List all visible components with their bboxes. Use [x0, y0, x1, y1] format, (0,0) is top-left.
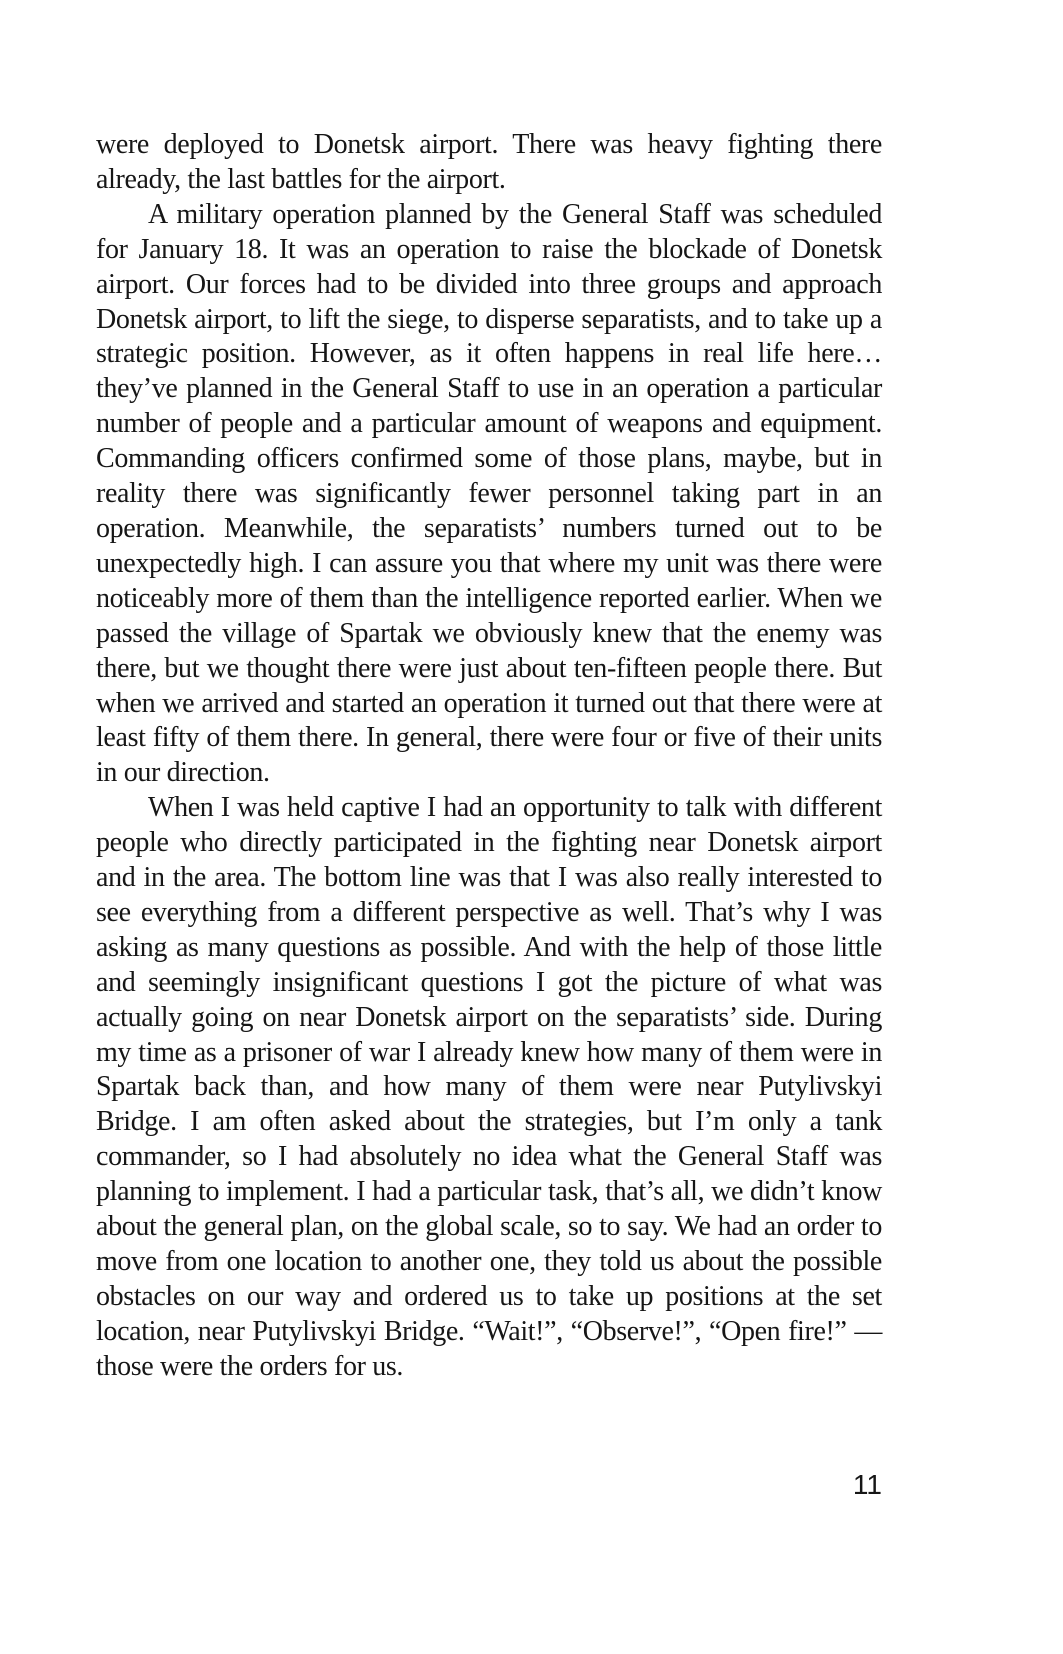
paragraph-continuation: were deployed to Donetsk airport. There was heavy fighting there already, the last battles for the airport.: [96, 129, 882, 195]
page-number: 11: [852, 1469, 882, 1500]
paragraph: When I was held captive I had an opportunity to talk with different people who directly participated in the fighting near Donetsk airport and in the area. The bottom line was that I was also really interested to see everything from a different perspective as well. That’s why I was asking as many questions as possible. And with the help of those little and seemingly insignificant questions I got the picture of what was actually going on near Donetsk airport on the separatists’ side. During my time as a prisoner of war I already knew how many of them were in Spartak back than, and how many of them were near Putylivskyi Bridge. I am often asked about the strategies, but I’m only a tank commander, so I had absolutely no idea what the General Staff was planning to implement. I had a particular task, that’s all, we didn’t know about the general plan, on the global scale, so to say. We had an order to move from one location to another one, they told us about the possible obstacles on our way and ordered us to take up positions at the set location, near Putylivskyi Bridge. “Wait!”, “Observe!”, “Open fire!” — those were the orders for us.: [96, 792, 882, 1382]
paragraph: A military operation planned by the General Staff was scheduled for January 18. It was an operation to raise the blockade of Donetsk airport. Our forces had to be divided into three groups and approach Donetsk airport, to lift the siege, to disperse separatists, and to take up a strategic position. However, as it often happens in real life here… they’ve planned in the General Staff to use in an operation a particular number of people and a particular amount of weapons and equipment. Commanding officers confirmed some of those plans, maybe, but in reality there was significantly fewer personnel taking part in an operation. Meanwhile, the separatists’ numbers turned out to be unexpectedly high. I can assure you that where my unit was there were noticeably more of them than the intelligence reported earlier. When we passed the village of Spartak we obviously knew that the enemy was there, but we thought there were just about ten-fifteen people there. But when we arrived and started an operation it turned out that there were at least fifty of them there. In general, there were four or five of their units in our direction.: [96, 198, 882, 789]
body-text: [96, 128, 882, 1385]
